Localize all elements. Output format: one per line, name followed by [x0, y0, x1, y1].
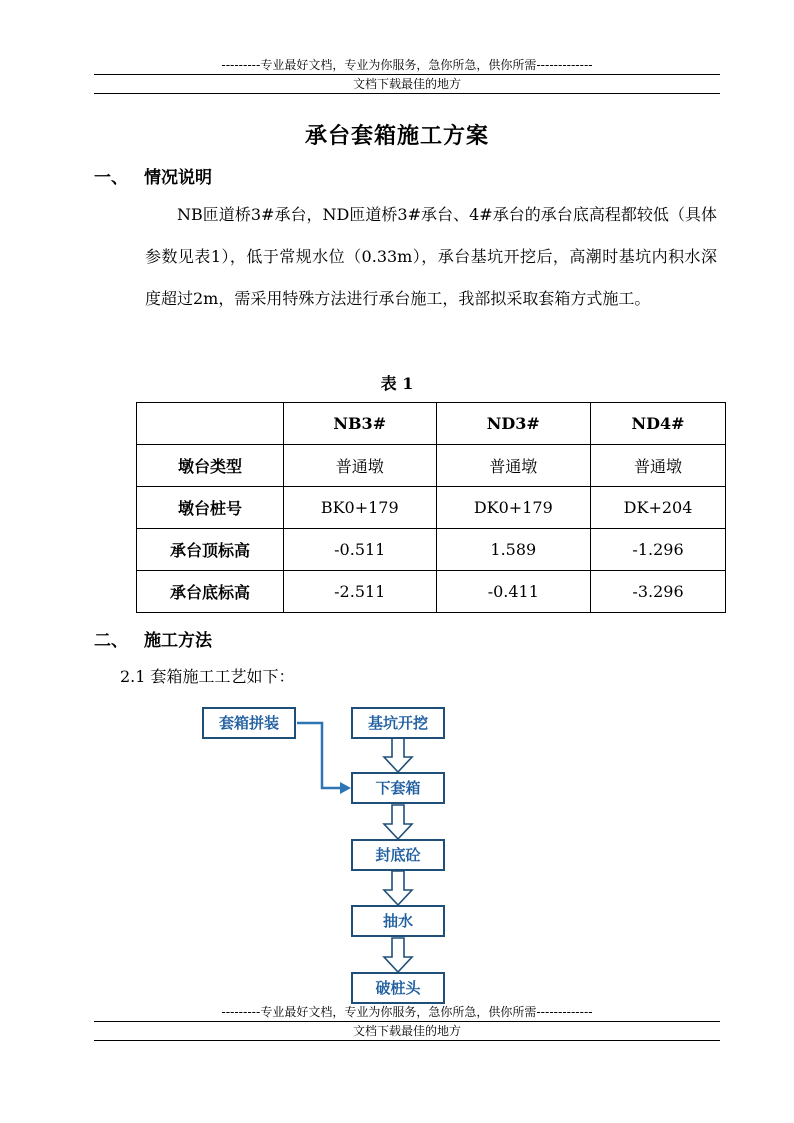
- table-cell: -2.511: [284, 571, 437, 613]
- flow-step-break-pile-head: 破桩头: [351, 972, 445, 1004]
- table-row: [137, 571, 726, 613]
- table-corner-cell: [137, 403, 284, 445]
- footer-tagline: ---------专业最好文档，专业为你服务，急你所急，供你所需-------------: [221, 1005, 593, 1019]
- table-col-header: ND4#: [591, 403, 726, 445]
- header-subtitle: 文档下载最佳的地方: [352, 77, 461, 91]
- header-tagline: ---------专业最好文档，专业为你服务，急你所急，供你所需-------------: [221, 58, 593, 72]
- section-2-heading: [94, 626, 212, 651]
- table-cell: 普通墩: [284, 445, 437, 487]
- flow-step-pump-water: 抽水: [351, 905, 445, 937]
- section-2-number: 二、: [94, 631, 128, 651]
- table-col-header: ND3#: [436, 403, 591, 445]
- down-arrow-icon: [384, 805, 412, 839]
- table-cell: 普通墩: [591, 445, 726, 487]
- footer-rule-bottom: [94, 1040, 720, 1041]
- table-cell: -0.411: [436, 571, 591, 613]
- table-col-header: NB3#: [284, 403, 437, 445]
- flow-step-seal-bottom: 封底砼: [351, 839, 445, 871]
- section-1-text: NB匝道桥3#承台，ND匝道桥3#承台、4#承台的承台底高程都较低（具体参数见表1），低于常规水位（0.33m），承台基坑开挖后，高潮时基坑内积水深度超过2m，需采用特殊方法进行承台施工，我部拟采取套箱方式施工。: [145, 205, 717, 308]
- footer-rule-top: [94, 1021, 720, 1022]
- table-1-caption: 表 1: [380, 374, 414, 393]
- table-cell: BK0+179: [284, 487, 437, 529]
- table-row-header: 墩台桩号: [137, 487, 284, 529]
- down-arrow-icon: [384, 938, 412, 972]
- header-rule-bottom: [94, 93, 720, 94]
- section-1-number: 一、: [94, 168, 128, 188]
- table-row: [137, 487, 726, 529]
- flow-step-assemble-box: 套箱拼装: [202, 707, 296, 739]
- connector-arrowhead: [340, 782, 351, 794]
- table-header-row: [137, 403, 726, 445]
- document-title: 承台套箱施工方案: [304, 123, 489, 149]
- table-cell: 1.589: [436, 529, 591, 571]
- table-cell: -0.511: [284, 529, 437, 571]
- section-1-title: 情况说明: [144, 168, 212, 188]
- parameters-table: [136, 402, 726, 613]
- down-arrow-icon: [384, 738, 412, 772]
- table-cell: DK+204: [591, 487, 726, 529]
- table-cell: -1.296: [591, 529, 726, 571]
- section-1-heading: [94, 163, 212, 188]
- down-arrow-icon: [384, 871, 412, 905]
- table-row-header: 承台底标高: [137, 571, 284, 613]
- connector-line: [297, 723, 345, 788]
- flow-step-excavate-pit: 基坑开挖: [351, 707, 445, 739]
- table-row: [137, 529, 726, 571]
- flow-step-lower-box: 下套箱: [351, 772, 445, 804]
- footer-subtitle: 文档下载最佳的地方: [352, 1024, 461, 1038]
- section-2-title: 施工方法: [144, 631, 212, 651]
- section-1-paragraph: [145, 194, 717, 320]
- table-row: [137, 445, 726, 487]
- table-cell: -3.296: [591, 571, 726, 613]
- step-2-1-label: 2.1 套箱施工工艺如下：: [120, 667, 295, 686]
- table-row-header: 承台顶标高: [137, 529, 284, 571]
- header-rule-top: [94, 74, 720, 75]
- table-cell: 普通墩: [436, 445, 591, 487]
- table-row-header: 墩台类型: [137, 445, 284, 487]
- table-cell: DK0+179: [436, 487, 591, 529]
